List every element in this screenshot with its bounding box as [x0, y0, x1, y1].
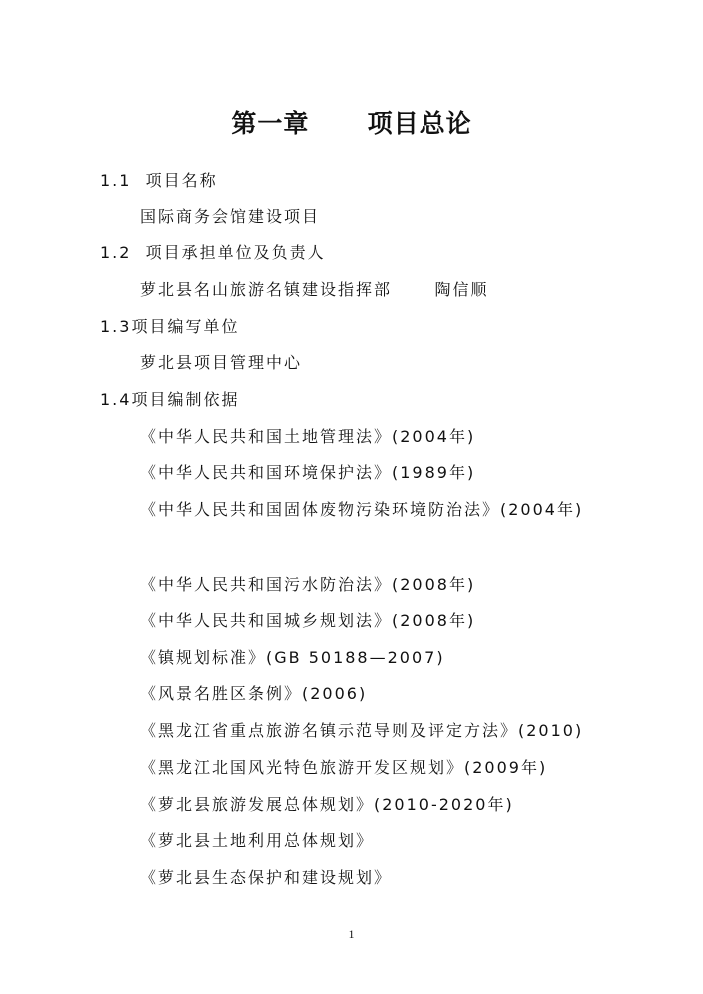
basis-item: 《镇规划标准》(GB 50188—2007): [140, 648, 445, 667]
project-name: 国际商务会馆建设项目: [140, 207, 321, 226]
basis-item: 《萝北县土地利用总体规划》: [140, 831, 375, 850]
page-number: 1: [348, 927, 355, 941]
basis-item: 《萝北县旅游发展总体规划》(2010-2020年): [140, 795, 514, 814]
section-heading-1-4: 1.4项目编制依据: [100, 390, 240, 409]
section-heading-1-1: 1.1 项目名称: [100, 171, 218, 190]
basis-item: 《黑龙江省重点旅游名镇示范导则及评定方法》(2010): [140, 721, 584, 740]
basis-item: 《中华人民共和国污水防治法》(2008年): [140, 575, 476, 594]
writing-unit: 萝北县项目管理中心: [140, 353, 303, 372]
basis-item: 《黑龙江北国风光特色旅游开发区规划》(2009年): [140, 758, 548, 777]
basis-item: 《风景名胜区条例》(2006): [140, 684, 368, 703]
basis-item: 《中华人民共和国土地管理法》(2004年): [140, 427, 476, 446]
section-heading-1-3: 1.3项目编写单位: [100, 317, 240, 336]
basis-item: 《中华人民共和国固体废物污染环境防治法》(2004年): [140, 500, 584, 519]
basis-item: 《萝北县生态保护和建设规划》: [140, 868, 393, 887]
chapter-title: 第一章 项目总论: [231, 109, 472, 138]
basis-item: 《中华人民共和国城乡规划法》(2008年): [140, 611, 476, 630]
responsible-unit: 萝北县名山旅游名镇建设指挥部 陶信顺: [140, 280, 489, 299]
basis-item: 《中华人民共和国环境保护法》(1989年): [140, 463, 476, 482]
section-heading-1-2: 1.2 项目承担单位及负责人: [100, 243, 326, 262]
